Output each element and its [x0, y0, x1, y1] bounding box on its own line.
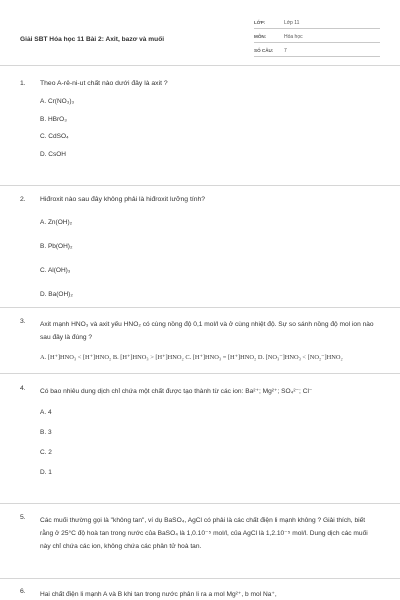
question-3 [20, 318, 380, 362]
option-d[interactable]: D. CsOH [40, 150, 66, 158]
option-b[interactable]: B. HBrO₃ [40, 115, 67, 123]
question-5 [20, 514, 380, 553]
option-a[interactable]: A. Cr(NO₃)₃ [40, 98, 75, 106]
divider [0, 185, 400, 186]
meta-row-class [254, 15, 380, 29]
divider [0, 503, 400, 504]
meta-value: 7 [284, 47, 287, 54]
option-b[interactable]: B. 3 [40, 429, 52, 436]
page-title: Giải SBT Hóa học 11 Bài 2: Axit, bazơ và muối [20, 36, 165, 43]
question-number: 6. [20, 588, 26, 595]
question-text: Theo A-rê-ni-ut chất nào dưới đây là axit ? [40, 80, 168, 87]
meta-label: SỐ CÂU: [254, 48, 274, 54]
options-list [40, 211, 380, 307]
meta-row-count [254, 43, 380, 57]
meta-label: LỚP: [254, 20, 266, 26]
divider [0, 65, 400, 66]
question-number: 4. [20, 385, 26, 392]
question-6 [20, 588, 380, 600]
question-text: Có bao nhiêu dung dịch chỉ chứa một chất được tạo thành từ các ion: Ba²⁺; Mg²⁺; SO₄²⁻; Cl⁻ [40, 388, 313, 395]
question-4 [20, 385, 380, 483]
question-text: Hiđroxit nào sau đây không phải là hiđroxit lưỡng tính? [40, 196, 206, 203]
inline-options[interactable]: A. [H⁺]HNO₃ < [H⁺]HNO₂ B. [H⁺]HNO₃ > [H⁺]HNO₂ C. [H⁺]HNO₃ = [H⁺]HNO₂ D. [NO₃⁻]HNO₃ < [NO₂⁻]HNO₂ [40, 354, 343, 361]
option-b[interactable]: B. Pb(OH)₂ [40, 243, 73, 251]
question-text: Axit mạnh HNO₃ và axit yếu HNO₂ có cùng nồng độ 0,1 mol/l và ở cùng nhiệt độ. Sự so sánh nồng độ mol ion nào sau đây là đúng ? [40, 321, 374, 341]
option-a[interactable]: A. Zn(OH)₂ [40, 219, 73, 227]
option-a[interactable]: A. 4 [40, 409, 52, 416]
divider [0, 373, 400, 374]
option-c[interactable]: C. Al(OH)₃ [40, 267, 71, 275]
question-1 [20, 80, 380, 163]
meta-value: Hóa học [284, 33, 303, 40]
option-d[interactable]: D. 1 [40, 469, 52, 476]
option-d[interactable]: D. Ba(OH)₂ [40, 291, 73, 299]
options-list [40, 403, 380, 483]
option-c[interactable]: C. 2 [40, 449, 52, 456]
question-number: 1. [20, 80, 26, 87]
page-header [0, 0, 400, 64]
meta-row-subject [254, 29, 380, 43]
divider [0, 307, 400, 308]
question-number: 3. [20, 318, 26, 325]
divider [0, 578, 400, 579]
question-text: Hai chất điện li mạnh A và B khi tan trong nước phân li ra a mol Mg²⁺, b mol Na⁺, [40, 591, 277, 598]
options-list [40, 93, 380, 163]
question-number: 2. [20, 196, 26, 203]
meta-label: MÔN: [254, 34, 267, 40]
option-c[interactable]: C. CdSO₄ [40, 133, 69, 141]
meta-value: Lớp 11 [284, 19, 300, 26]
question-text: Các muối thường gọi là "không tan", ví dụ BaSO₄, AgCl có phải là các chất điện li mạnh không ? Giải thích, biết rằng ở 25°C độ hoà tan trong nước của BaSO₄ là 1,0.10⁻⁵ mol/l, của AgCl là 1,2.10⁻⁵ mol/l. Dung dịch các muối này chỉ chứa các ion, không chứa các phân tử hoà tan. [40, 517, 368, 550]
question-number: 5. [20, 514, 26, 521]
question-2 [20, 196, 380, 307]
meta-panel [254, 15, 380, 57]
